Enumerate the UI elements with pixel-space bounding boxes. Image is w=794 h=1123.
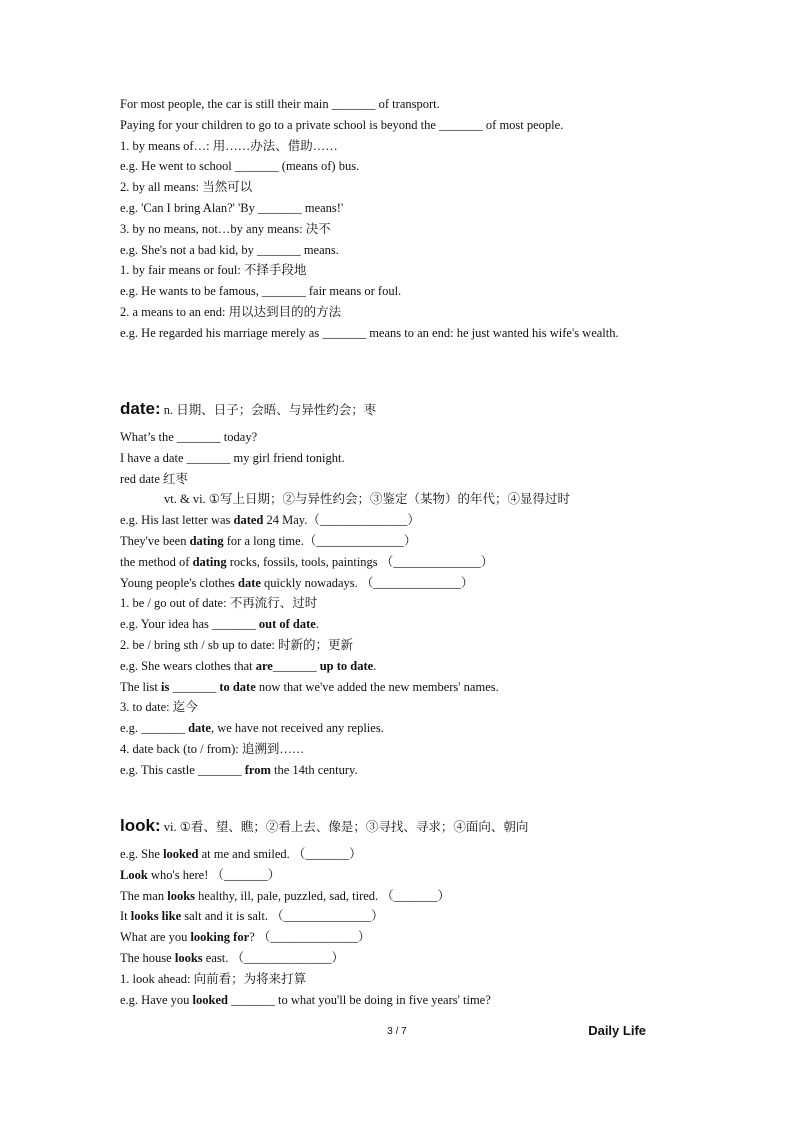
bold-term: are <box>255 658 273 673</box>
footer-title: Daily Life <box>588 1023 646 1038</box>
text-line <box>120 117 675 134</box>
text-segment: for a long time.（______________） <box>223 534 417 548</box>
text-segment: , we have not received any replies. <box>210 721 384 736</box>
text-segment: e.g. This castle _______ <box>120 762 245 777</box>
text-segment: the method of <box>120 554 193 569</box>
text-segment: 3. by no means, not…by any means: 决不 <box>120 221 331 236</box>
bold-term: dating <box>189 534 224 548</box>
bold-term: date <box>188 721 211 736</box>
look-entry-heading <box>120 815 675 838</box>
text-line <box>120 908 675 925</box>
text-segment: Young people's clothes <box>120 575 238 590</box>
bold-term: looks like <box>130 909 182 924</box>
text-segment: . <box>315 617 319 632</box>
text-segment: e.g. His last letter was <box>120 513 234 528</box>
page-number: 3 / 7 <box>387 1026 407 1037</box>
text-line <box>120 221 675 238</box>
text-segment: east. （______________） <box>202 951 344 965</box>
text-line <box>120 888 675 905</box>
text-line <box>120 283 675 300</box>
text-segment: rocks, fossils, tools, paintings （______________） <box>226 554 494 569</box>
bold-term: to date <box>219 679 256 694</box>
text-segment: e.g. Your idea has _______ <box>120 617 259 632</box>
text-segment: who's here! （_______） <box>147 867 281 882</box>
text-line <box>120 471 675 488</box>
text-line <box>120 512 675 529</box>
bold-term: looks <box>174 951 203 965</box>
date-definition: n. 日期、日子；会晤、与异性约会；枣 <box>160 403 377 417</box>
text-line <box>120 658 675 675</box>
text-line <box>120 325 675 342</box>
text-segment: e.g. She wears clothes that <box>120 658 256 673</box>
date-entry-heading <box>120 398 675 421</box>
text-segment: at me and smiled. （_______） <box>198 847 362 861</box>
text-line <box>120 575 675 592</box>
text-segment: e.g. 'Can I bring Alan?' 'By _______ means!' <box>120 201 344 215</box>
text-segment: 1. by fair means or foul: 不择手段地 <box>120 263 307 278</box>
text-segment: e.g. He went to school _______ (means of) bus. <box>120 159 360 174</box>
text-segment: healthy, ill, pale, puzzled, sad, tired. （_______） <box>195 888 451 903</box>
bold-term: Look <box>120 867 148 882</box>
look-definition: vi. ①看、望、瞧；②看上去、像是；③寻找、寻求；④面向、朝向 <box>160 820 529 834</box>
text-line <box>120 699 675 716</box>
text-line <box>120 720 675 737</box>
text-segment: 2. be / bring sth / sb up to date: 时新的；更新 <box>120 638 353 652</box>
text-segment: I have a date _______ my girl friend tonight. <box>120 450 345 465</box>
text-line <box>120 741 675 758</box>
text-line <box>120 242 675 259</box>
text-segment: e.g. She's not a bad kid, by _______ means. <box>120 242 339 257</box>
text-segment: now that we've added the new members' names. <box>255 679 499 694</box>
text-segment: For most people, the car is still their main _______ of transport. <box>120 97 440 111</box>
bold-term: out of date <box>258 617 316 632</box>
text-line <box>120 679 675 696</box>
bold-term: up to date <box>319 658 374 673</box>
text-segment: . <box>373 658 377 673</box>
text-segment: 1. by means of…: 用……办法、借助…… <box>120 138 338 153</box>
bold-term: dating <box>192 554 227 569</box>
text-segment: 24 May.（______________） <box>263 513 420 528</box>
text-segment: 2. by all means: 当然可以 <box>120 180 253 195</box>
text-line <box>120 200 675 217</box>
text-segment: It <box>120 909 131 924</box>
text-segment: red date 红枣 <box>120 471 189 486</box>
text-line <box>120 158 675 175</box>
headword-date: date: <box>120 399 161 418</box>
text-segment: They've been <box>120 534 190 548</box>
text-segment: What’s the _______ today? <box>120 430 258 444</box>
text-segment: e.g. Have you <box>120 992 193 1007</box>
text-line <box>120 450 675 467</box>
text-line <box>120 971 675 988</box>
text-segment: salt and it is salt. （______________） <box>181 909 384 924</box>
text-line <box>120 179 675 196</box>
bold-term: from <box>244 762 271 777</box>
bold-term: date <box>238 575 261 590</box>
text-segment: e.g. He wants to be famous, _______ fair means or foul. <box>120 284 402 299</box>
text-segment: the 14th century. <box>270 762 358 777</box>
bold-term: is <box>160 679 170 694</box>
bold-term: looked <box>192 992 228 1007</box>
text-line <box>120 96 675 113</box>
text-segment: _______ <box>272 658 320 673</box>
text-line <box>120 595 675 612</box>
text-line <box>120 992 675 1009</box>
text-segment: e.g. He regarded his marriage merely as _______ means to an end: he just wanted his wife's wealth. <box>120 325 619 340</box>
text-line <box>120 637 675 654</box>
text-segment: Paying for your children to go to a private school is beyond the _______ of most people. <box>120 117 564 132</box>
text-segment: 4. date back (to / from): 追溯到…… <box>120 742 305 756</box>
text-line <box>120 429 675 446</box>
text-line <box>120 262 675 279</box>
text-segment: 1. look ahead: 向前看；为将来打算 <box>120 971 307 986</box>
text-segment: The house <box>120 951 175 965</box>
text-segment: The man <box>120 888 168 903</box>
text-line <box>120 950 675 967</box>
text-segment: vt. & vi. ①写上日期；②与异性约会；③鉴定（某物）的年代；④显得过时 <box>164 492 571 507</box>
text-segment: _______ <box>169 679 220 694</box>
text-segment: 2. a means to an end: 用以达到目的的方法 <box>120 305 342 319</box>
text-line <box>120 554 675 571</box>
text-segment: e.g. _______ <box>120 721 189 736</box>
bold-term: dated <box>233 513 264 528</box>
text-line <box>164 491 719 508</box>
text-segment: quickly nowadays. （______________） <box>260 575 474 590</box>
text-segment: 1. be / go out of date: 不再流行、过时 <box>120 596 318 611</box>
text-line <box>120 762 675 779</box>
text-segment: ? （______________） <box>249 930 371 945</box>
text-segment: What are you <box>120 930 191 945</box>
text-line <box>120 929 675 946</box>
bold-term: looks <box>167 888 196 903</box>
text-segment: 3. to date: 迄今 <box>120 700 198 715</box>
text-segment: e.g. She <box>120 847 164 861</box>
headword-look: look: <box>120 816 161 835</box>
text-line <box>120 533 675 550</box>
text-line <box>120 304 675 321</box>
bold-term: looking for <box>190 930 250 945</box>
bold-term: looked <box>163 847 199 861</box>
text-line <box>120 867 675 884</box>
text-line <box>120 138 675 155</box>
text-segment: _______ to what you'll be doing in five years' time? <box>227 992 491 1007</box>
text-segment: The list <box>120 679 161 694</box>
text-line <box>120 616 675 633</box>
text-line <box>120 846 675 863</box>
